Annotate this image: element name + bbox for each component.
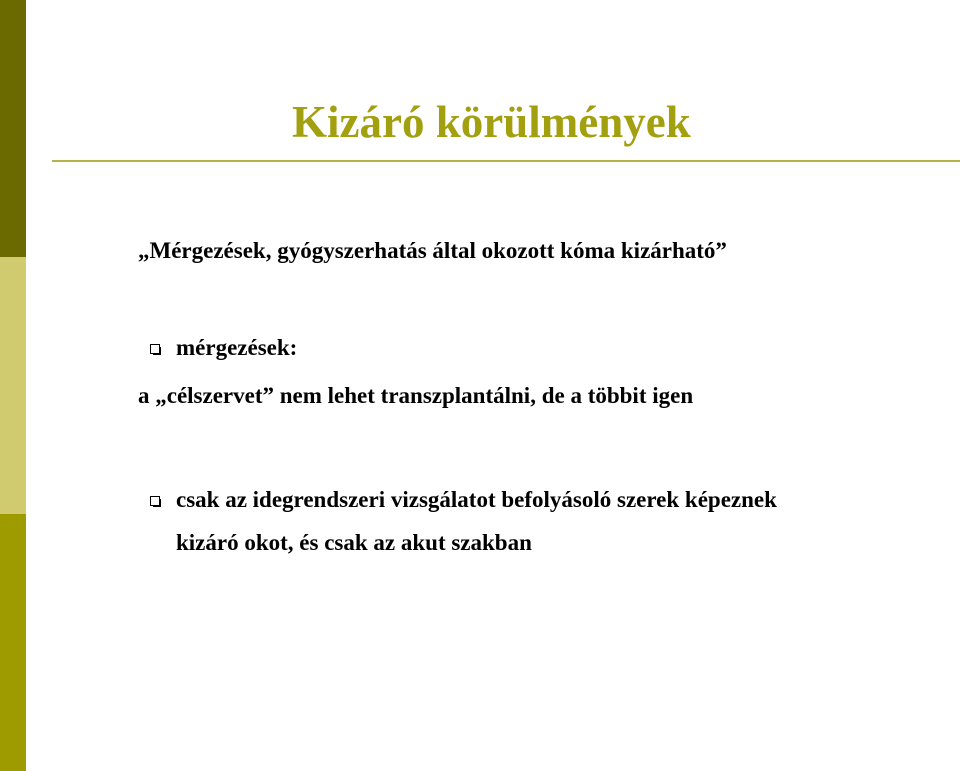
bullet-1-label: mérgezések:	[176, 335, 298, 360]
bullet-2-line-2: kizáró okot, és csak az akut szakban	[176, 530, 532, 555]
square-bullet-icon	[150, 496, 160, 506]
side-bar-bottom-segment	[0, 514, 26, 771]
side-color-bar	[0, 0, 26, 771]
slide-title: Kizáró körülmények	[292, 97, 691, 147]
intro-text: „Mérgezések, gyógyszerhatás által okozott kóma kizárható”	[138, 238, 727, 263]
bullet-1-detail: a „célszervet” nem lehet transzplantálni, de a többit igen	[138, 383, 694, 408]
title-underline	[52, 160, 960, 162]
side-bar-middle-segment	[0, 257, 26, 514]
side-bar-top-segment	[0, 0, 26, 257]
square-bullet-icon	[150, 344, 160, 354]
bullet-2-line-1: csak az idegrendszeri vizsgálatot befolyásoló szerek képeznek	[176, 487, 777, 512]
